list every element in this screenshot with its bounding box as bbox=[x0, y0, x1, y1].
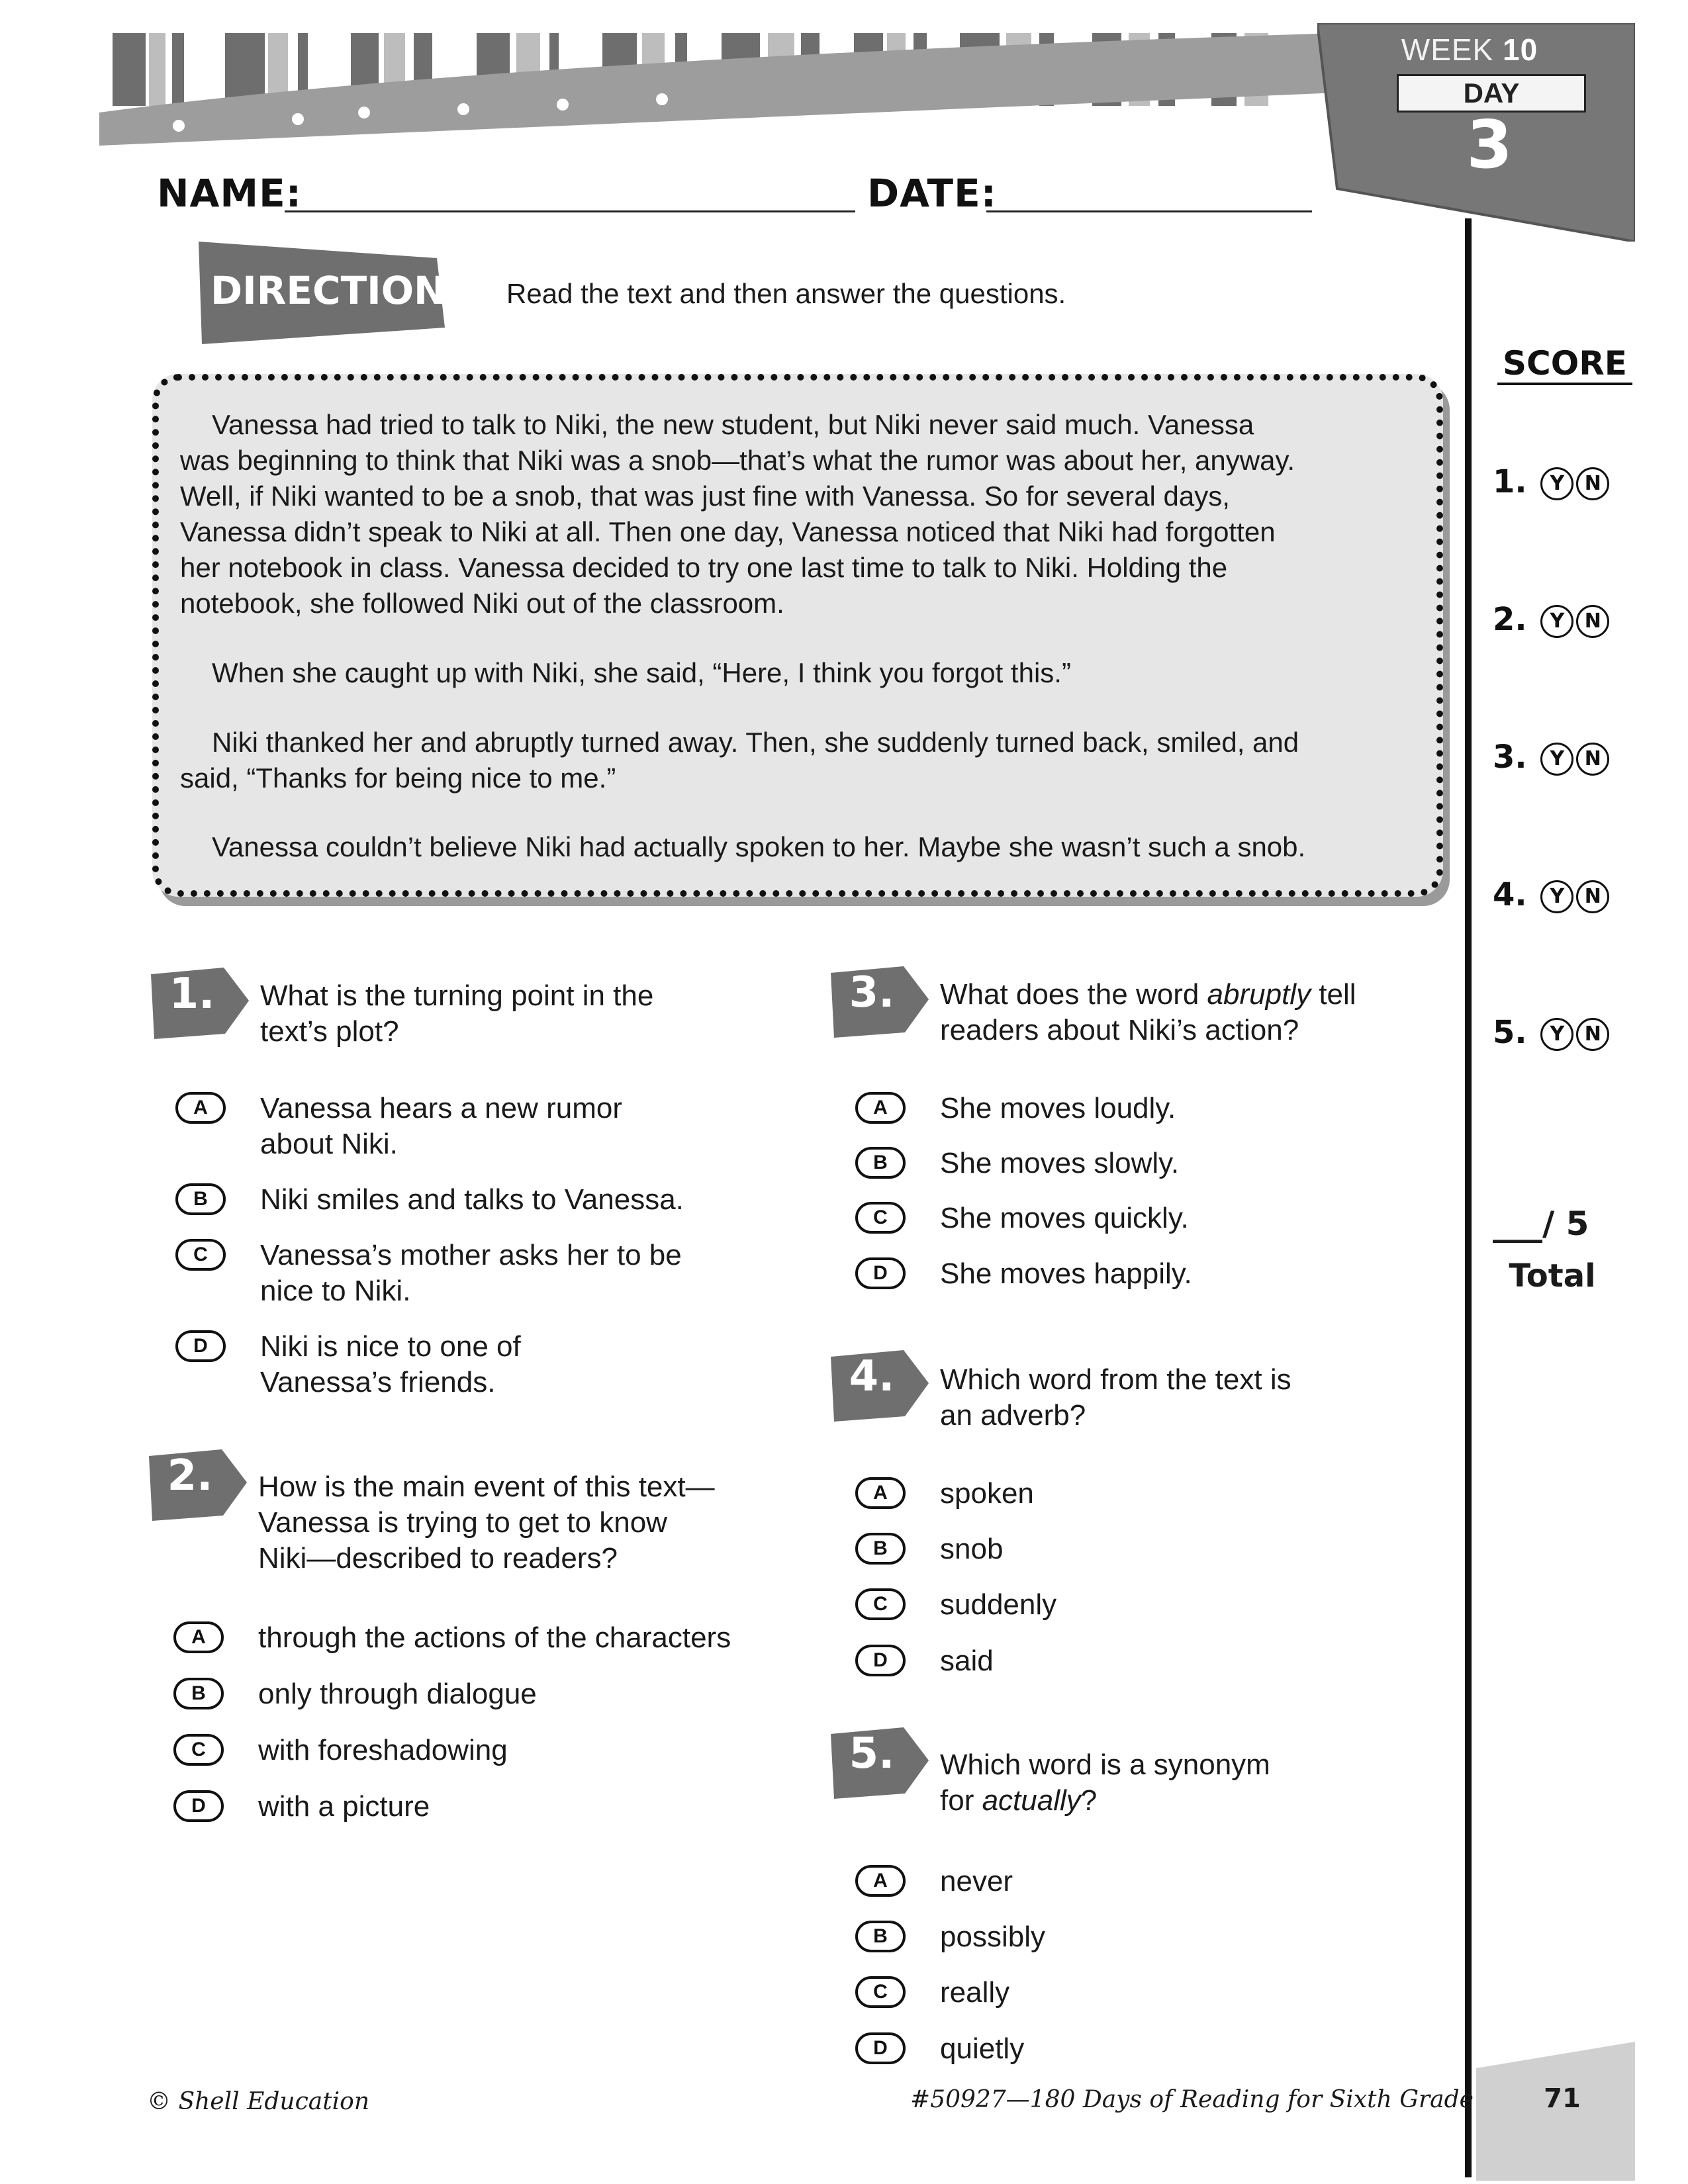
passage-line: was beginning to think that Niki was a snob—that’s what the rumor was about her, anyway. bbox=[180, 445, 1295, 476]
question-4-text: Which word from the text is an adverb? bbox=[940, 1363, 1291, 1432]
q5-option-a-bubble[interactable]: A bbox=[855, 1865, 906, 1897]
footer-publisher: © Shell Education bbox=[147, 2088, 370, 2115]
question-4-number: 4. bbox=[849, 1352, 895, 1401]
question-2-text: How is the main event of this text— Vanessa is trying to get to know Niki—described to readers? bbox=[258, 1471, 715, 1574]
q5-option-a-text: never bbox=[940, 1865, 1013, 1897]
q3-option-d-text: She moves happily. bbox=[940, 1257, 1192, 1290]
q2-option-b-text: only through dialogue bbox=[258, 1678, 537, 1710]
q4-option-d-bubble[interactable]: D bbox=[855, 1645, 906, 1676]
q1-option-c-text: Vanessa’s mother asks her to be nice to Niki. bbox=[260, 1239, 682, 1307]
passage-paragraph-4 bbox=[180, 829, 1418, 865]
q1-option-b-text: Niki smiles and talks to Vanessa. bbox=[260, 1183, 684, 1216]
q5-option-d-bubble[interactable]: D bbox=[855, 2032, 906, 2064]
q3-option-c-bubble[interactable]: C bbox=[855, 1202, 906, 1234]
day-number: 3 bbox=[1466, 106, 1513, 183]
yes-bubble[interactable]: Y bbox=[1540, 467, 1573, 500]
no-bubble[interactable]: N bbox=[1576, 1018, 1609, 1051]
score-divider bbox=[1465, 218, 1472, 2177]
score-row-1: 1. Y N bbox=[1493, 463, 1609, 500]
footer-book-title: #50927—180 Days of Reading for Sixth Grade bbox=[910, 2086, 1474, 2113]
directions-label: DIRECTIONS bbox=[211, 268, 474, 313]
q2-option-a-bubble[interactable]: A bbox=[173, 1621, 224, 1653]
q5-option-b-bubble[interactable]: B bbox=[855, 1921, 906, 1952]
passage-line: Vanessa had tried to talk to Niki, the new student, but Niki never said much. Vanessa bbox=[212, 409, 1254, 440]
passage-line: When she caught up with Niki, she said, “Here, I think you forgot this.” bbox=[212, 657, 1071, 688]
question-3-text: What does the word abruptly tell readers about Niki’s action? bbox=[940, 978, 1356, 1046]
q4-option-c-bubble[interactable]: C bbox=[855, 1588, 906, 1620]
q5-option-c-bubble[interactable]: C bbox=[855, 1976, 906, 2008]
q4-option-a-bubble[interactable]: A bbox=[855, 1477, 906, 1509]
passage-line: said, “Thanks for being nice to me.” bbox=[180, 762, 616, 794]
q1-option-c-bubble[interactable]: C bbox=[175, 1239, 226, 1271]
score-row-3: 3. Y N bbox=[1493, 739, 1609, 776]
q2-option-b-bubble[interactable]: B bbox=[173, 1678, 224, 1709]
q1-option-a-text: Vanessa hears a new rumor about Niki. bbox=[260, 1092, 623, 1160]
q4-option-b-bubble[interactable]: B bbox=[855, 1533, 906, 1565]
question-2-number: 2. bbox=[167, 1451, 213, 1500]
passage-line: Vanessa couldn’t believe Niki had actually spoken to her. Maybe she wasn’t such a snob. bbox=[212, 831, 1306, 862]
passage-line: notebook, she followed Niki out of the classroom. bbox=[180, 588, 784, 619]
q4-option-b-text: snob bbox=[940, 1533, 1004, 1565]
q5-option-b-text: possibly bbox=[940, 1921, 1045, 1953]
q4-option-a-text: spoken bbox=[940, 1477, 1034, 1510]
yes-bubble[interactable]: Y bbox=[1540, 743, 1573, 776]
q1-option-b-bubble[interactable]: B bbox=[175, 1183, 226, 1215]
passage-line: Well, if Niki wanted to be a snob, that was just fine with Vanessa. So for several days, bbox=[180, 480, 1230, 512]
passage-paragraph-1 bbox=[180, 407, 1418, 621]
q2-option-d-bubble[interactable]: D bbox=[173, 1790, 224, 1822]
passage-line: Vanessa didn’t speak to Niki at all. Then one day, Vanessa noticed that Niki had forgotten bbox=[180, 516, 1276, 547]
question-1-text: What is the turning point in the text’s plot? bbox=[260, 979, 654, 1048]
score-row-5: 5. Y N bbox=[1493, 1014, 1609, 1051]
q5-option-c-text: really bbox=[940, 1976, 1010, 2009]
q1-option-d-bubble[interactable]: D bbox=[175, 1330, 226, 1362]
q1-option-a-bubble[interactable]: A bbox=[175, 1092, 226, 1124]
header-decoration bbox=[99, 20, 1337, 146]
passage-paragraph-2 bbox=[180, 655, 1418, 691]
q3-option-b-bubble[interactable]: B bbox=[855, 1147, 906, 1179]
q2-option-c-text: with foreshadowing bbox=[258, 1734, 508, 1766]
total-score: ___/ 5 bbox=[1493, 1205, 1589, 1243]
q5-option-d-text: quietly bbox=[940, 2032, 1025, 2065]
name-label: NAME: bbox=[157, 171, 302, 216]
passage-line: her notebook in class. Vanessa decided to try one last time to talk to Niki. Holding the bbox=[180, 552, 1228, 583]
total-label: Total bbox=[1509, 1257, 1596, 1295]
day-label: DAY bbox=[1397, 74, 1586, 113]
directions-text: Read the text and then answer the questions. bbox=[506, 278, 1066, 309]
no-bubble[interactable]: N bbox=[1576, 880, 1609, 913]
question-5-number: 5. bbox=[849, 1729, 895, 1778]
no-bubble[interactable]: N bbox=[1576, 743, 1609, 776]
no-bubble[interactable]: N bbox=[1576, 605, 1609, 638]
score-row-4: 4. Y N bbox=[1493, 876, 1609, 913]
score-title: SCORE bbox=[1497, 344, 1617, 383]
q3-option-d-bubble[interactable]: D bbox=[855, 1257, 906, 1289]
q2-option-c-bubble[interactable]: C bbox=[173, 1734, 224, 1766]
yes-bubble[interactable]: Y bbox=[1540, 1018, 1573, 1051]
q4-option-c-text: suddenly bbox=[940, 1588, 1057, 1621]
passage-paragraph-3 bbox=[180, 725, 1418, 796]
name-field[interactable] bbox=[285, 210, 855, 212]
score-row-2: 2. Y N bbox=[1493, 601, 1609, 638]
question-1-number: 1. bbox=[169, 970, 215, 1019]
date-field[interactable] bbox=[986, 210, 1312, 212]
q3-option-a-bubble[interactable]: A bbox=[855, 1092, 906, 1124]
q3-option-b-text: She moves slowly. bbox=[940, 1147, 1180, 1179]
question-3-number: 3. bbox=[849, 968, 895, 1017]
q2-option-d-text: with a picture bbox=[258, 1790, 430, 1823]
q3-option-c-text: She moves quickly. bbox=[940, 1202, 1189, 1234]
yes-bubble[interactable]: Y bbox=[1540, 880, 1573, 913]
q3-option-a-text: She moves loudly. bbox=[940, 1092, 1176, 1124]
no-bubble[interactable]: N bbox=[1576, 467, 1609, 500]
q1-option-d-text: Niki is nice to one of Vanessa’s friends. bbox=[260, 1330, 521, 1398]
q2-option-a-text: through the actions of the characters bbox=[258, 1621, 731, 1654]
page-number: 71 bbox=[1544, 2083, 1581, 2114]
question-5-text: Which word is a synonym for actually? bbox=[940, 1749, 1270, 1817]
q4-option-d-text: said bbox=[940, 1645, 994, 1677]
passage-line: Niki thanked her and abruptly turned away. Then, she suddenly turned back, smiled, and bbox=[212, 727, 1299, 758]
yes-bubble[interactable]: Y bbox=[1540, 605, 1573, 638]
week-label: WEEK 10 bbox=[1401, 32, 1538, 67]
date-label: DATE: bbox=[867, 171, 997, 216]
